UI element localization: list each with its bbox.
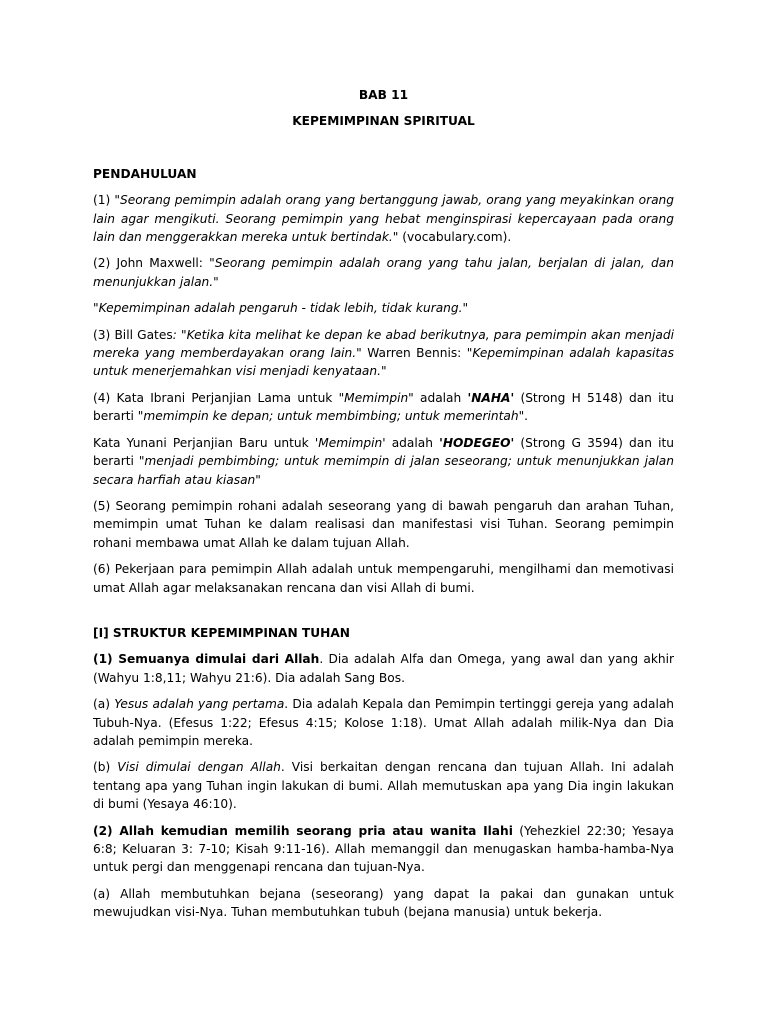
chapter-title: KEPEMIMPINAN SPIRITUAL xyxy=(292,114,475,129)
section-1-point-1 xyxy=(93,650,674,687)
paragraph-3 xyxy=(93,326,674,381)
section-1-point-1a xyxy=(93,695,674,750)
section-1-heading: [I] STRUKTUR KEPEMIMPINAN TUHAN xyxy=(93,625,350,640)
paragraph-2-lead: (2) John Maxwell: xyxy=(93,256,210,271)
section-1-point-1a-lead: (a) xyxy=(93,697,115,712)
paragraph-3-colon: : xyxy=(172,327,181,342)
paragraph-1-quote: "Seorang pemimpin adalah orang yang bertanggung jawab, orang yang meyakinkan orang lain agar mengikuti. Seorang pemimpin yang hebat menginspirasi kepercayaan pada orang lain dan menggerakkan mereka untuk bertindak." xyxy=(93,193,675,245)
section-1-point-1-bold: (1) Semuanya dimulai dari Allah xyxy=(93,652,320,667)
paragraph-4b xyxy=(93,434,674,489)
section-1-point-2-bold: (2) Allah kemudian memilih seorang pria atau wanita Ilahi xyxy=(93,823,513,838)
paragraph-6: (6) Pekerjaan para pemimpin Allah adalah untuk mempengaruhi, mengilhami dan memotivasi umat Allah agar melaksanakan rencana dan visi Allah di bumi. xyxy=(93,562,674,595)
paragraph-4b-term: 'HODEGEO' xyxy=(439,435,515,450)
section-1-point-1b-italic: Visi dimulai dengan Allah xyxy=(117,760,281,775)
paragraph-4 xyxy=(93,389,674,426)
section-1-point-1-rest: . Dia adalah Alfa dan Omega, yang awal dan yang akhir (Wahyu 1:8,11; Wahyu 21:6). Dia adalah Sang Bos. xyxy=(93,652,674,685)
paragraph-4b-lead: Kata Yunani Perjanjian Baru untuk xyxy=(93,435,315,450)
paragraph-4b-mid: adalah xyxy=(385,435,440,450)
section-1-point-2-rest: (Yehezkiel 22:30; Yesaya 6:8; Keluaran 3: 7-10; Kisah 9:11-16). Allah memanggil dan menugaskan hamba-hamba-Nya untuk pergi dan menggenapi rencana dan tujuan-Nya. xyxy=(93,823,674,875)
paragraph-3-mid: Warren Bennis: xyxy=(361,346,467,361)
chapter-number: BAB 11 xyxy=(358,88,409,102)
paragraph-4b-ref: (Strong G 3594) dan itu berarti xyxy=(93,435,674,469)
paragraph-2 xyxy=(93,254,674,291)
paragraph-2b-quote: "Kepemimpinan adalah pengaruh - tidak lebih, tidak kurang." xyxy=(93,301,469,316)
paragraph-4b-word: 'Memimpin' xyxy=(314,435,386,450)
section-1-point-1b-rest: . Visi berkaitan dengan rencana dan tujuan Allah. Ini adalah tentang apa yang Tuhan ingin lakukan di bumi. Allah memutuskan apa yang Dia ingin lakukan di bumi (Yesaya 46:10). xyxy=(93,760,674,812)
paragraph-3-quote-1: "Ketika kita melihat ke depan ke abad berikutnya, para pemimpin akan menjadi mereka yang memberdayakan orang lain." xyxy=(93,327,674,361)
paragraph-4-lead: (4) Kata Ibrani Perjanjian Lama untuk xyxy=(93,390,339,405)
section-1-point-1b xyxy=(93,758,674,813)
section-1-point-2 xyxy=(93,822,674,877)
paragraph-4-mid: adalah xyxy=(413,390,468,405)
paragraph-4-ref: (Strong H 5148) dan itu berarti xyxy=(93,390,675,424)
paragraph-4b-meaning: "menjadi pembimbing; untuk memimpin di jalan seseorang; untuk menunjukkan jalan secara harfiah atau kiasan" xyxy=(93,454,674,487)
paragraph-2b xyxy=(93,299,674,317)
paragraph-2-quote: "Seorang pemimpin adalah orang yang tahu jalan, berjalan di jalan, dan menunjukkan jalan." xyxy=(93,256,674,289)
section-1-point-1b-lead: (b) xyxy=(93,760,118,775)
paragraph-1 xyxy=(93,191,674,246)
paragraph-4-term: 'NAHA' xyxy=(467,390,515,405)
section-1-point-1a-italic: Yesus adalah yang pertama xyxy=(114,697,285,712)
paragraph-3-lead: (3) Bill Gates xyxy=(93,327,173,342)
section-1-point-1a-rest: . Dia adalah Kepala dan Pemimpin tertinggi gereja yang adalah Tubuh-Nya. (Efesus 1:22; Efesus 4:15; Kolose 1:18). Umat Allah adalah milik-Nya dan Dia adalah pemimpin mereka. xyxy=(93,697,675,748)
section-1-point-2a: (a) Allah membutuhkan bejana (seseorang) yang dapat Ia pakai dan gunakan untuk mewujudkan visi-Nya. Tuhan membutuhkan tubuh (bejana manusia) untuk bekerja. xyxy=(93,886,674,920)
paragraph-1-source: (vocabulary.com). xyxy=(398,230,512,245)
paragraph-4-word: "Memimpin" xyxy=(338,390,414,405)
intro-heading: PENDAHULUAN xyxy=(93,166,197,181)
paragraph-5: (5) Seorang pemimpin rohani adalah seseorang yang di bawah pengaruh dan arahan Tuhan, memimpin umat Tuhan ke dalam realisasi dan manifestasi visi Tuhan. Seorang pemimpin rohani membawa umat Allah ke dalam tujuan Allah. xyxy=(93,498,674,550)
paragraph-4-end: . xyxy=(524,409,529,424)
paragraph-4-meaning: "memimpin ke depan; untuk membimbing; untuk memerintah" xyxy=(137,409,525,424)
paragraph-1-number: (1) xyxy=(93,193,115,208)
paragraph-3-quote-2: "Kepemimpinan adalah kapasitas untuk menerjemahkan visi menjadi kenyataan." xyxy=(93,346,674,379)
